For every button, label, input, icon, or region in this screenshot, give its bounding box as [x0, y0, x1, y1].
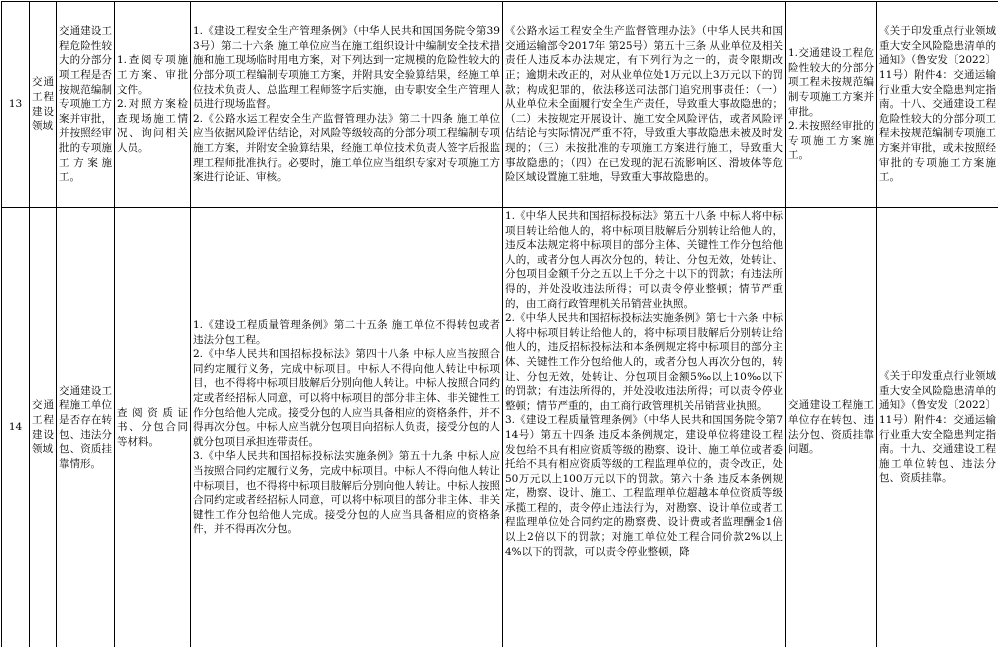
legal-basis-text: 1.《建设工程质量管理条例》第二十五条 施工单位不得转包或者违法分包工程。 2.《中华人民共和国招标投标法》第四十八条 中标人应当按照合同约定履行义务，完成中标项目。中标人不得向他人转让中标项目，也不得将中标项目肢解后分别向他人转让。中标人按照合同约定或者经招标人同意，可以将中标项目的部分非主体、非关键性工作分包给他人完成。接受分包的人应当具备相应的资格条件，并不得再次分包。中标人应当就分包项目向招标人负责，接受分包的人就分包项目承担连带责任。 3.《中华人民共和国招标投标法实施条例》第五十九条 中标人应当按照合同约定履行义务，完成中标项目。中标人不得向他人转让中标项目，也不得将中标项目肢解后分别向他人转让。中标人按照合同约定或者经招标人同意，可以将中标项目的部分非主体、非关键性工作分包给他人完成。接受分包的人应当具备相应的资格条件，并不得再次分包。 [193, 319, 500, 536]
row-number: 14 [2, 208, 30, 648]
inspection-content-text: 交通建设工程施工单位是否存在转包、违法分包、资质挂靠情形。 [59, 384, 112, 470]
field-cell [30, 2, 57, 208]
penalty-basis-text: 《公路水运工程安全生产监督管理办法》（中华人民共和国交通运输部令2017年 第25号）第五十三条 从业单位及相关责任人违反本办法规定，有下列行为之一的，责令限期改正；逾期未改正的，对从业单位处1万元以上3万元以下的罚款；构成犯罪的，依法移送司法部门追究刑事责任：（一）从业单位未全面履行安全生产责任，导致重大事故隐患的；（二）未按规定开展设计、施工安全风险评估，或者风险评估结论与实际情况严重不符，导致重大事故隐患未被及时发现的；（三）未按批准的专项施工方案进行施工，导致重大事故隐患的；（四）在已发现的泥石流影响区、滑坡体等危险区域设置施工驻地，导致重大事故隐患的。 [505, 25, 783, 184]
regulation-table-sheet [1, 1, 998, 647]
inspection-method-cell [115, 2, 191, 208]
hazard-inspection-table [1, 1, 998, 647]
inspection-content-cell [57, 2, 115, 208]
inspection-method-text: 1.查阅专项施工方案、审批文件。 2.对照方案检查现场施工情况、询问相关人员。 [117, 54, 188, 154]
penalty-basis-cell [503, 208, 786, 648]
table-row [2, 208, 999, 648]
legal-basis-cell [191, 2, 503, 208]
field-cell [30, 208, 57, 648]
penalty-basis-text: 1.《中华人民共和国招标投标法》第五十八条 中标人将中标项目转让给他人的，将中标项目肢解后分别转让给他人的，违反本法规定将中标项目的部分主体、关键性工作分包给他人的，或者分包人再次分包的，转让、分包无效，处转让、分包项目金额千分之五以上千分之十以下的罚款；有违法所得的，并处没收违法所得；可以责令停业整顿；情节严重的，由工商行政管理机关吊销营业执照。 2.《中华人民共和国招标投标法实施条例》第七十六条 中标人将中标项目转让给他人的，将中标项目肢解后分别转让给他人的，违反招标投标法和本条例规定将中标项目的部分主体、关键性工作分包给他人的，或者分包人再次分包的，转让、分包无效，处转让、分包项目金额5‰以上10‰以下的罚款；有违法所得的，并处没收违法所得；可以责令停业整顿；情节严重的，由工商行政管理机关吊销营业执照。 3.《建设工程质量管理条例》（中华人民共和国国务院令第714号）第五十四条 违反本条例规定，建设单位将建设工程发包给不具有相应资质等级的勘察、设计、施工单位或者委托给不具有相应资质等级的工程监理单位的，责令改正，处50万元以上100万元以下的罚款。第六十条 违反本条例规定，勘察、设计、施工、工程监理单位超越本单位资质等级承揽工程的，责令停止违法行为，对勘察、设计单位或者工程监理单位处合同约定的勘察费、设计费或者监理酬金1倍以上2倍以下的罚款；对施工单位处工程合同价款2%以上4%以下的罚款，可以责令停业整顿，降 [505, 210, 783, 558]
hazard-cell [786, 208, 877, 648]
legal-basis-cell [191, 208, 503, 648]
field-text: 交通工程建设领域 [32, 76, 54, 133]
penalty-basis-cell [503, 2, 786, 208]
hazard-cell [786, 2, 877, 208]
inspection-content-text: 交通建设工程危险性较大的分部分项工程是否按规范编制专项施工方案并审批，并按照经审批的专项施工方案施工。 [59, 25, 112, 184]
hazard-text: 交通建设工程施工单位存在转包、违法分包、资质挂靠问题。 [788, 399, 874, 456]
reference-cell [877, 2, 999, 208]
inspection-content-cell [57, 208, 115, 648]
field-text: 交通工程建设领域 [32, 399, 54, 456]
row-number: 13 [2, 2, 30, 208]
reference-cell [877, 208, 999, 648]
legal-basis-text: 1.《建设工程安全生产管理条例》（中华人民共和国国务院令第393号）第二十六条 施工单位应当在施工组织设计中编制安全技术措施和施工现场临时用电方案，对下列达到一定规模的危险性较大的分部分项工程编制专项施工方案，并附具安全验算结果，经施工单位技术负责人、总监理工程师签字后实施，由专职安全生产管理人员进行现场监督。 2.《公路水运工程安全生产监督管理办法》第二十四条 施工单位应当依据风险评估结论，对风险等级较高的分部分项工程编制专项施工方案，并附安全验算结果，经施工单位技术负责人签字后报监理工程师批准执行。必要时，施工单位应当组织专家对专项施工方案进行论证、审核。 [193, 25, 500, 184]
reference-text: 《关于印发重点行业领域重大安全风险隐患清单的通知》（鲁安发〔2022〕11号）附件4：交通运输行业重大安全隐患判定指南。十九、交通建设工程施工单位转包、违法分包、资质挂靠。 [879, 370, 996, 485]
hazard-text: 1.交通建设工程危险性较大的分部分项工程未按规范编制专项施工方案并审批。 2.未按照经审批的专项施工方案施工。 [788, 47, 874, 162]
table-row [2, 2, 999, 208]
inspection-method-cell [115, 208, 191, 648]
reference-text: 《关于印发重点行业领域重大安全风险隐患清单的通知》（鲁安发〔2022〕11号）附件4：交通运输行业重大安全隐患判定指南。十八、交通建设工程危险性较大的分部分项工程未按规范编制专项施工方案并审批，或未按照经审批的专项施工方案施工。 [879, 25, 996, 184]
inspection-method-text: 查阅资质证书、分包合同等材料。 [117, 406, 188, 448]
